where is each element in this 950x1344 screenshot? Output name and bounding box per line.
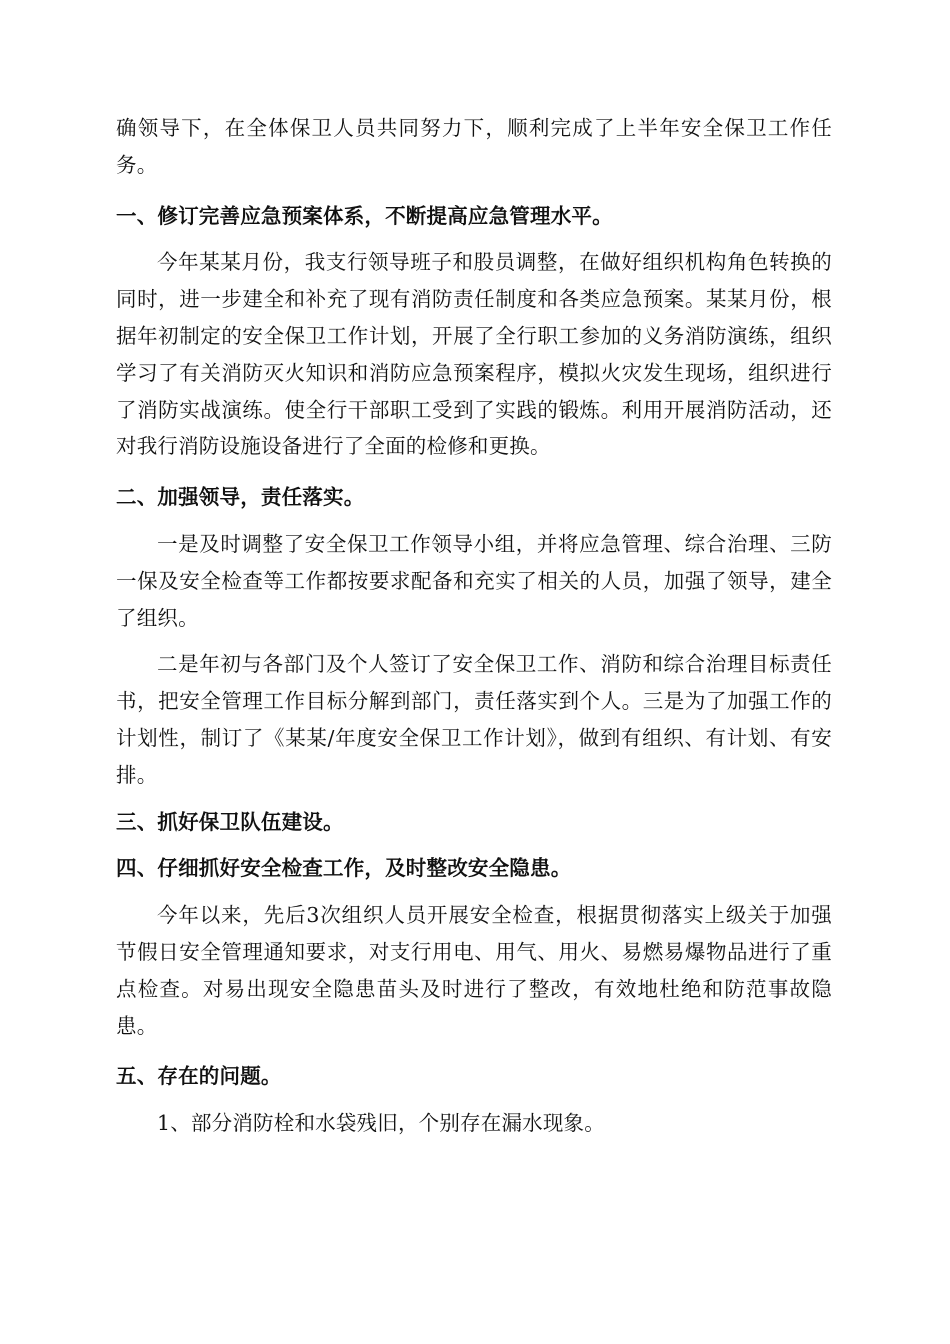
spacer bbox=[116, 184, 832, 198]
section-heading-2: 二、加强领导，责任落实。 bbox=[116, 485, 365, 510]
paragraph-intro-continuation: 确领导下，在全体保卫人员共同努力下，顺利完成了上半年安全保卫工作任务。 bbox=[116, 116, 832, 177]
paragraph-leadership-group: 一是及时调整了安全保卫工作领导小组，并将应急管理、综合治理、三防一保及安全检查等工作都按要求配备和充实了相关的人员，加强了领导，建全了组织。 bbox=[116, 531, 832, 630]
spacer bbox=[116, 636, 832, 646]
section-heading-5: 五、存在的问题。 bbox=[116, 1064, 282, 1089]
section-heading-4: 四、仔细抓好安全检查工作，及时整改安全隐患。 bbox=[116, 856, 572, 881]
section-heading-3: 三、抓好保卫队伍建设。 bbox=[116, 809, 344, 834]
spacer bbox=[116, 516, 832, 526]
paragraph-problem-1: 1、部分消防栓和水袋残旧，个别存在漏水现象。 bbox=[157, 1111, 605, 1136]
spacer bbox=[116, 887, 832, 897]
spacer bbox=[116, 465, 832, 479]
spacer bbox=[116, 840, 832, 850]
paragraph-safety-inspection: 今年以来，先后3次组织人员开展安全检查，根据贯彻落实上级关于加强节假日安全管理通知要求，对支行用电、用气、用火、易燃易爆物品进行了重点检查。对易出现安全隐患苗头及时进行了整改，有效地杜绝和防范事故隐患。 bbox=[116, 903, 832, 1038]
spacer bbox=[116, 794, 832, 804]
document-page bbox=[116, 110, 832, 1142]
paragraph-responsibility: 二是年初与各部门及个人签订了安全保卫工作、消防和综合治理目标责任书，把安全管理工作目标分解到部门，责任落实到个人。三是为了加强工作的计划性，制订了《某某/年度安全保卫工作计划》，做到有组织、有计划、有安排。 bbox=[116, 652, 832, 787]
section-heading-1: 一、修订完善应急预案体系，不断提高应急管理水平。 bbox=[116, 203, 613, 228]
spacer bbox=[116, 1095, 832, 1105]
paragraph-emergency-plan: 今年某某月份，我支行领导班子和股员调整，在做好组织机构角色转换的同时，进一步建全和补充了现有消防责任制度和各类应急预案。某某月份，根据年初制定的安全保卫工作计划，开展了全行职工参加的义务消防演练，组织学习了有关消防灭火知识和消防应急预案程序，模拟火灾发生现场，组织进行了消防实战演练。使全行干部职工受到了实践的锻炼。利用开展消防活动，还对我行消防设施设备进行了全面的检修和更换。 bbox=[116, 250, 832, 459]
spacer bbox=[116, 1044, 832, 1058]
spacer bbox=[116, 234, 832, 244]
